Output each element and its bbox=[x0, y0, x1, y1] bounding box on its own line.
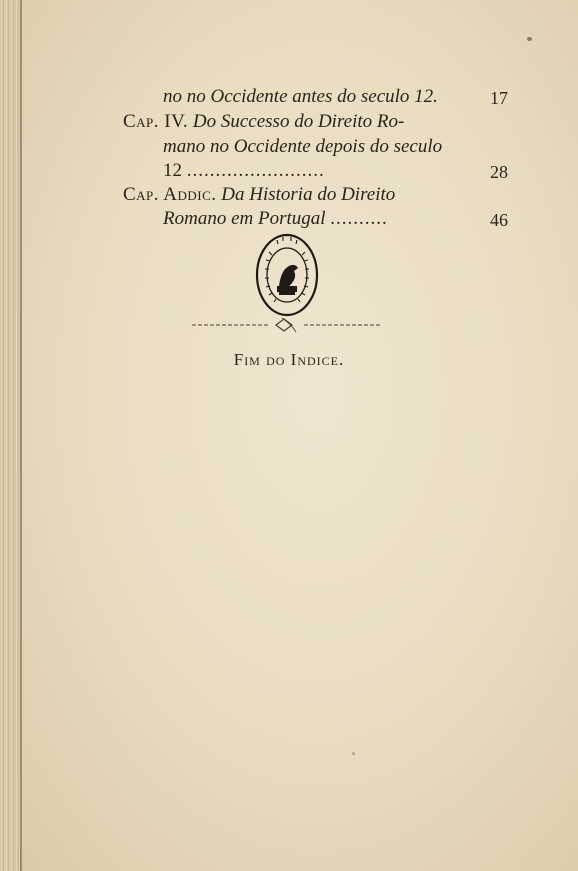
index-addic-text-1: Da Historia do Direito bbox=[221, 184, 396, 205]
index-addic-line-1 bbox=[123, 184, 395, 206]
index-cap4-line-1 bbox=[123, 111, 404, 133]
index-line-1-text: no no Occidente antes do seculo 12. bbox=[163, 86, 438, 107]
index-addic-line-2 bbox=[163, 208, 388, 230]
page-edges bbox=[0, 0, 22, 871]
paper-spot bbox=[352, 752, 355, 755]
index-addic-label: Cap. Addic. bbox=[123, 184, 217, 205]
index-line-1 bbox=[163, 86, 438, 108]
index-addic-dots: .......... bbox=[330, 208, 388, 229]
end-of-index-title: Fim do Indice. bbox=[233, 350, 345, 369]
index-addic-text-2: Romano em Portugal bbox=[163, 208, 326, 229]
index-line-1-page: 17 bbox=[490, 88, 508, 108]
index-cap4-line-3 bbox=[163, 160, 325, 182]
ornament-divider bbox=[192, 314, 382, 336]
index-cap4-text-1: Do Successo do Direito Ro- bbox=[192, 111, 405, 132]
index-cap4-dots: ........................ bbox=[186, 160, 325, 181]
index-cap4-label: Cap. IV. bbox=[123, 111, 189, 132]
index-cap4-text-2: mano no Occidente depois do seculo bbox=[163, 136, 443, 157]
index-cap4-text-3: 12 bbox=[163, 160, 182, 181]
index-cap4-line-2 bbox=[163, 136, 442, 158]
index-cap4-page: 28 bbox=[490, 162, 508, 182]
paper-spot bbox=[527, 37, 532, 41]
library-stamp bbox=[255, 232, 319, 318]
index-addic-page: 46 bbox=[490, 210, 508, 230]
